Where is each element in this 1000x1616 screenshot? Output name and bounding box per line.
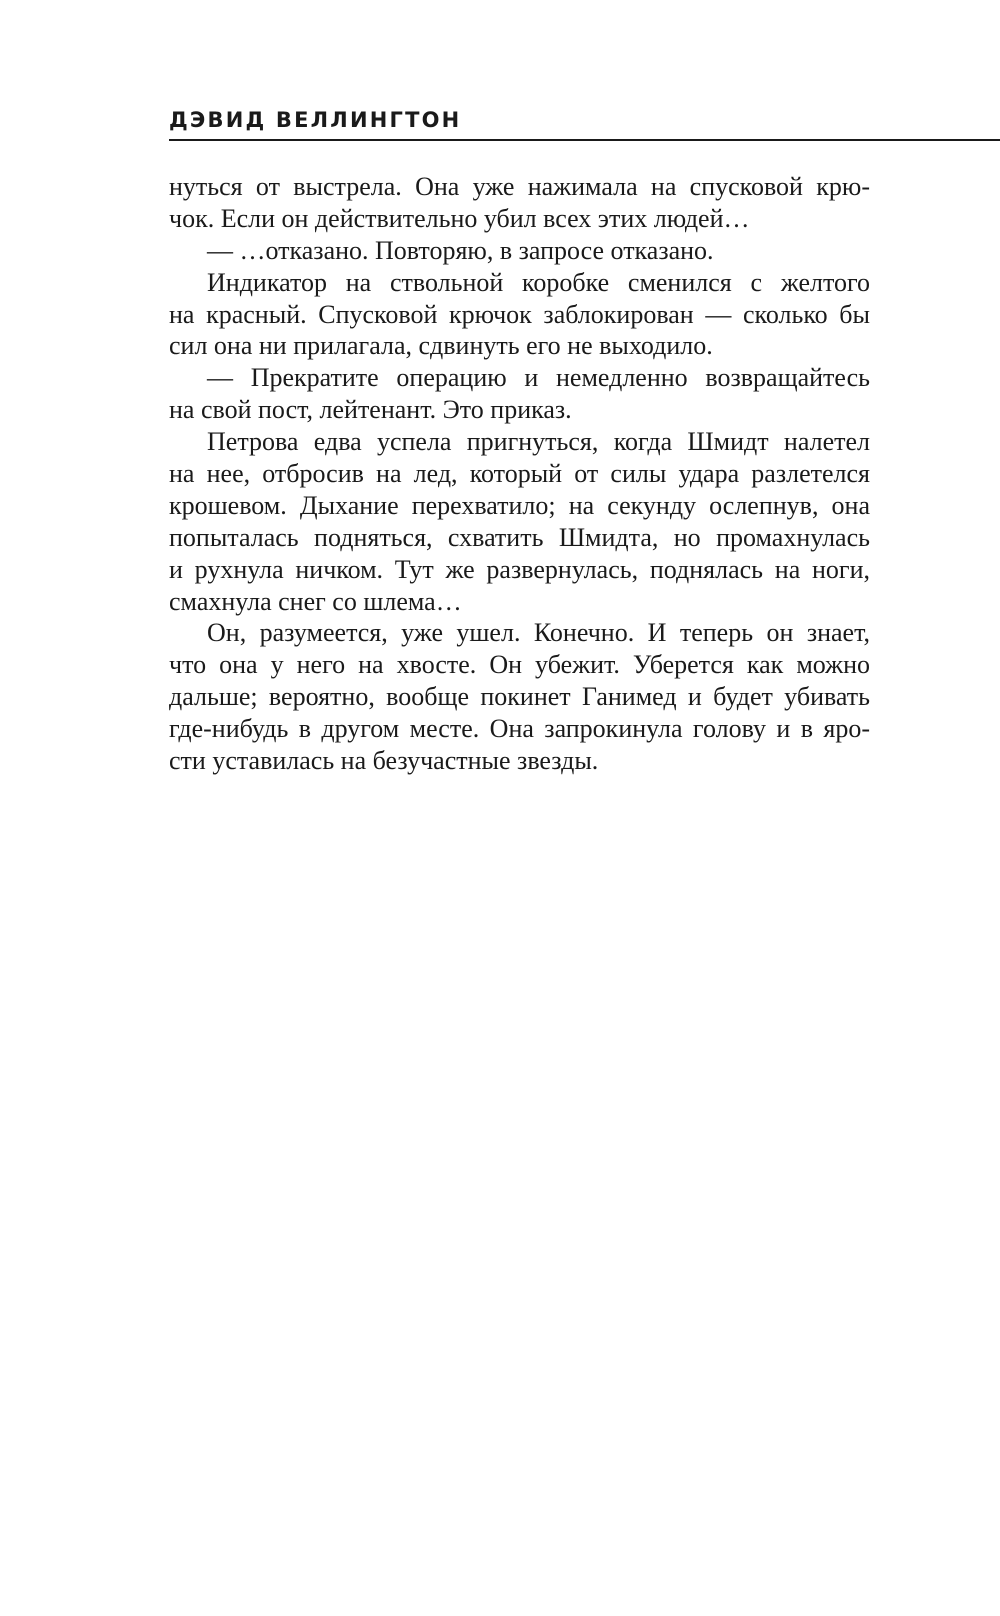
header-rule [169, 139, 1000, 141]
text-line: и рухнула ничком. Тут же развернулась, поднялась на ноги, [169, 554, 870, 584]
text-line: — Прекратите операцию и немедленно возвращайтесь [207, 363, 870, 393]
text-line: на нее, отбросив на лед, который от силы удара разлетелся [169, 459, 870, 489]
text-line: смахнула снег со шлема… [169, 586, 462, 616]
text-line: чок. Если он действительно убил всех этих людей… [169, 203, 750, 233]
body-text [169, 171, 870, 777]
text-line: — …отказано. Повторяю, в запросе отказано. [207, 235, 714, 265]
running-head-author: ДЭВИД ВЕЛЛИНГТОН [169, 108, 462, 132]
text-line: Петрова едва успела пригнуться, когда Шмидт налетел [207, 427, 870, 457]
text-line: крошевом. Дыхание перехватило; на секунду ослепнув, она [169, 490, 870, 520]
text-line: нуться от выстрела. Она уже нажимала на спусковой крю- [169, 172, 870, 201]
text-line: сил она ни прилагала, сдвинуть его не выходило. [169, 331, 713, 361]
text-line: сти уставилась на безучастные звезды. [169, 746, 599, 776]
text-line: Он, разумеется, уже ушел. Конечно. И теперь он знает, [207, 618, 870, 648]
text-line: дальше; вероятно, вообще покинет Ганимед и будет убивать [169, 682, 870, 712]
text-line: что она у него на хвосте. Он убежит. Уберется как можно [169, 650, 870, 680]
text-line: попыталась подняться, схватить Шмидта, но промахнулась [169, 522, 870, 552]
text-line: на свой пост, лейтенант. Это приказ. [169, 395, 572, 425]
text-line: где-нибудь в другом месте. Она запрокинула голову и в яро- [169, 714, 870, 744]
text-line: Индикатор на ствольной коробке сменился с желтого [207, 267, 870, 297]
text-line: на красный. Спусковой крючок заблокирован — сколько бы [169, 299, 870, 329]
